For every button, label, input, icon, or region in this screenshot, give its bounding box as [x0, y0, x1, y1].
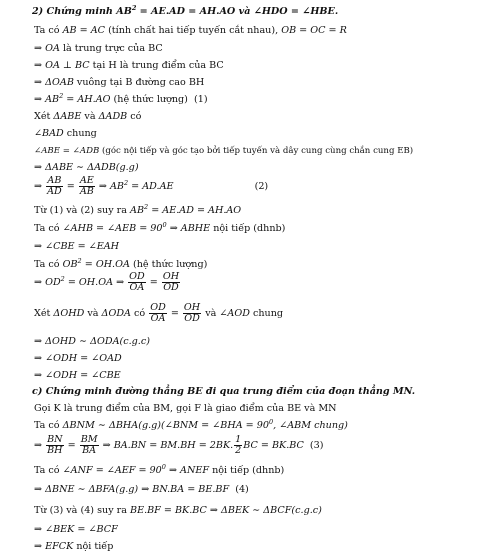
line-26: ⇒ ΔBNE ∼ ΔBFA(g.g) ⇒ BN.BA = BE.BF (4)	[34, 484, 249, 495]
line-25: Ta có ∠ANF = ∠AEF = $90^0$ ⇒ ANEF nội tiếp (dhnb)	[34, 463, 285, 476]
line-12: Từ (1) và (2) suy ra $AB^2 = AE.AD = AH.AO$	[34, 203, 242, 216]
line-5: ⇒ ΔOAB vuông tại B đường cao BH	[34, 77, 205, 88]
line-11: ⇒ $\frac{AB}{AD}$ = $\frac{AE}{AB}$ ⇒ $AB^2 = AD.AE$ (2)	[34, 175, 269, 197]
line-16: ⇒ $OD^2 = OH.OA$ ⇒ $\frac{OD}{OA}$ = $\frac{OH}{OD}$	[34, 271, 180, 293]
line-8: ∠BAD chung	[34, 128, 97, 139]
line-2: Ta có AB = AC (tính chất hai tiếp tuyến cắt nhau), OB = OC = R	[34, 25, 347, 36]
line-6: ⇒ $AB^2 = AH.AO$ (hệ thức lượng) (1)	[34, 92, 208, 105]
line-15: Ta có $OB^2 = OH.OA$ (hệ thức lượng)	[34, 257, 208, 270]
line-19: ⇒ ∠ODH = ∠OAD	[34, 353, 122, 364]
line-4: ⇒ OA ⊥ BC tại H là trung điểm của BC	[34, 60, 224, 71]
line-14: ⇒ ∠CBE = ∠EAH	[34, 241, 120, 252]
line-18: ⇒ ΔOHD ∼ ΔODA(c.g.c)	[34, 336, 150, 347]
line-29: ⇒ EFCK nội tiếp	[34, 541, 114, 552]
line-10: ⇒ ΔABE ∼ ΔADB(g.g)	[34, 162, 139, 173]
line-20: ⇒ ∠ODH = ∠CBE	[34, 370, 121, 381]
line-28: ⇒ ∠BEK = ∠BCF	[34, 524, 118, 535]
line-13: Ta có ∠AHB = ∠AEB = $90^0$ ⇒ ABHE nội tiếp (dhnb)	[34, 221, 286, 234]
line-3: ⇒ OA là trung trực của BC	[34, 43, 163, 54]
line-7: Xét ΔABE và ΔADB có	[34, 111, 142, 122]
line-23: Ta có ΔBNM ∼ ΔBHA(g.g)(∠BNM = ∠BHA = $90^0$, ∠ABM chung)	[34, 418, 348, 431]
line-27: Từ (3) và (4) suy ra BE.BF = BK.BC ⇒ ΔBEK ∼ ΔBCF(c.g.c)	[34, 505, 322, 516]
part-c-heading: c) Chứng minh đường thẳng BE đi qua trung điểm của đoạn thẳng MN.	[32, 386, 416, 397]
line-9: ∠ABE = ∠ADB (góc nội tiếp và góc tạo bởi tiếp tuyến và dây cung cùng chắn cung EB)	[34, 146, 414, 156]
line-24: ⇒ $\frac{BN}{BH}$ = $\frac{BM}{BA}$ ⇒ BA.BN = BM.BH = 2BK. $\frac{1}{2}$ BC = BK.BC (3)	[34, 434, 324, 456]
line-22: Gọi K là trung điểm của BM, gọi F là giao điểm của BE và MN	[34, 403, 337, 414]
part-2-heading: 2) Chứng minh $AB^2 = AE.AD = AH.AO$ và ∠HDO = ∠HBE.	[32, 4, 339, 17]
line-17: Xét ΔOHD và ΔODA có $\frac{OD}{OA}$ = $\frac{OH}{OD}$ và ∠AOD chung	[34, 302, 284, 324]
